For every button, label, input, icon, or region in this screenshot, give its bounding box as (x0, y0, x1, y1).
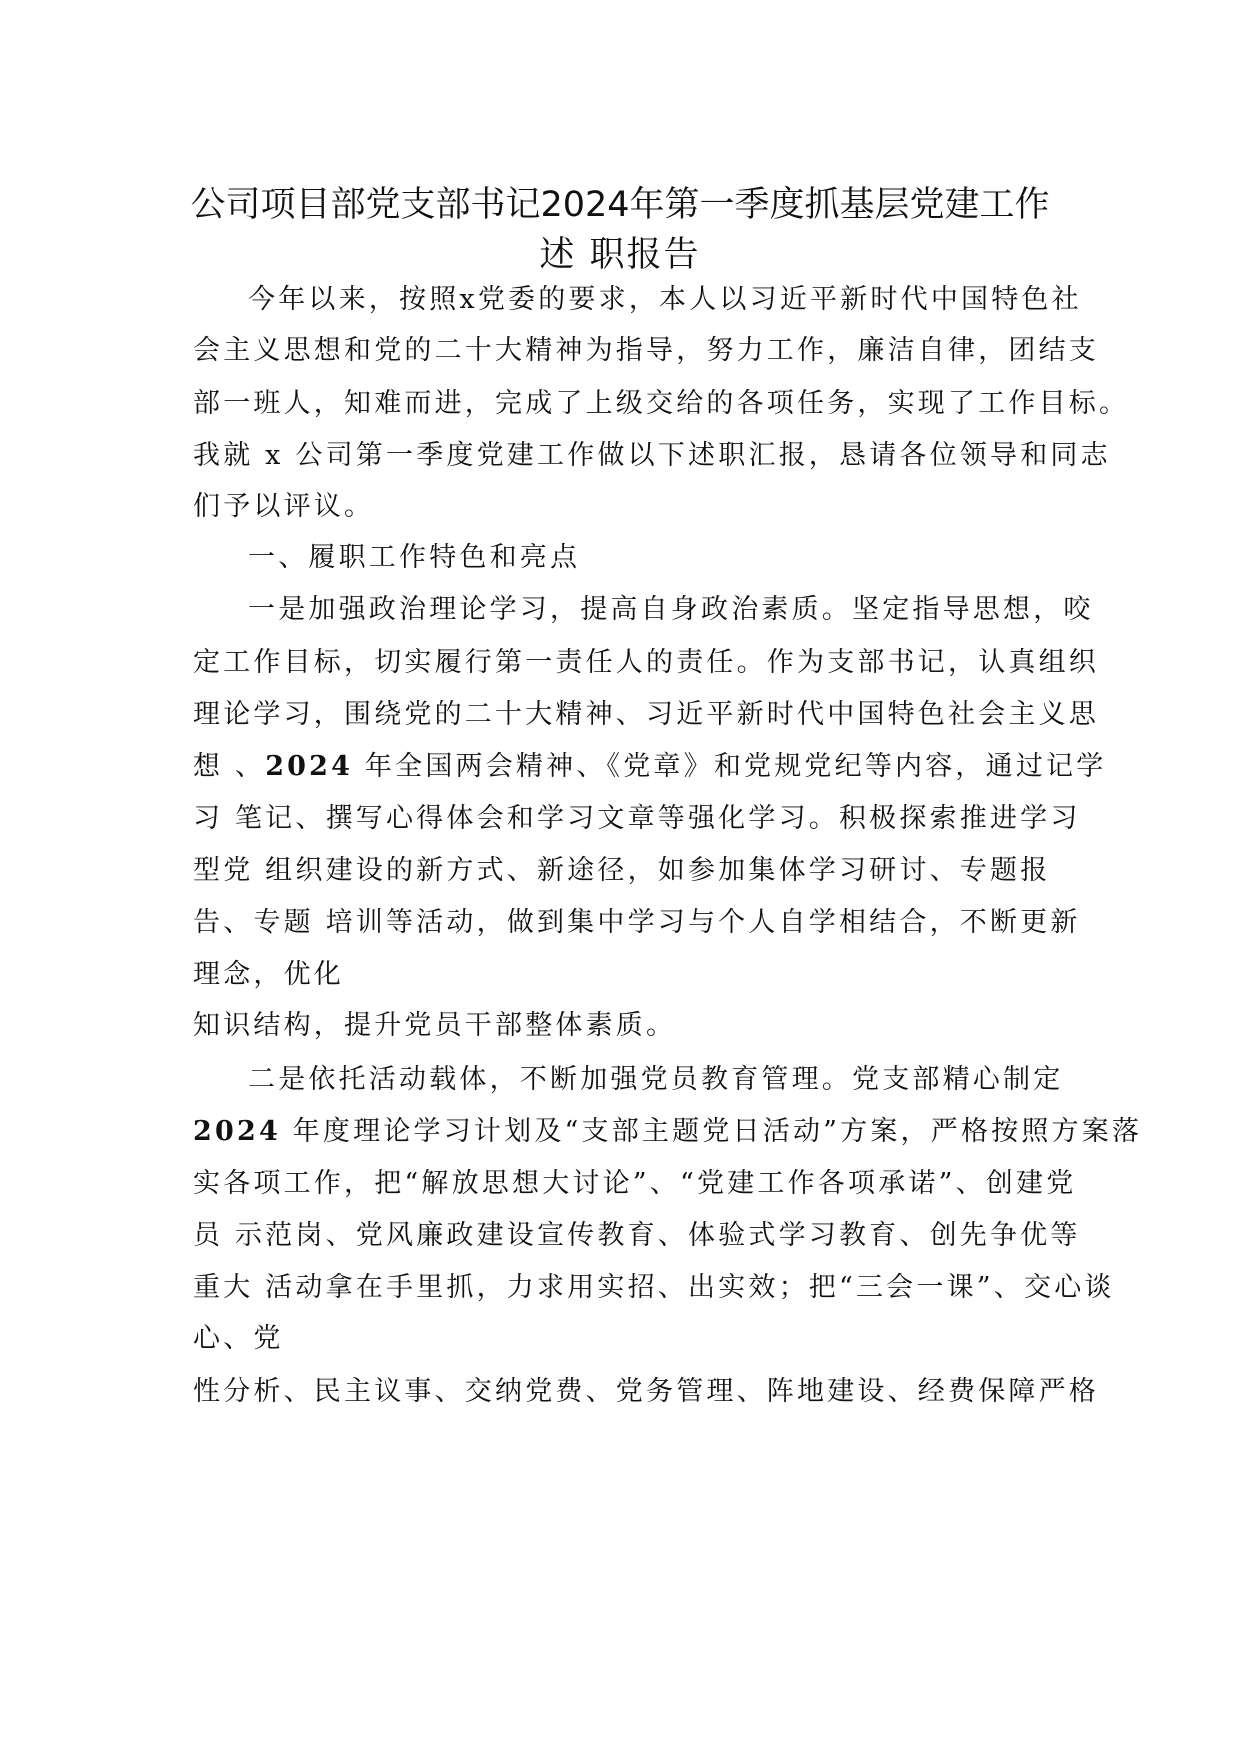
paragraph-line: 理论学习，围绕党的二十大精神、习近平新时代中国特色社会主义思 (193, 699, 1099, 730)
document-title-line-2: 述 职报告 (539, 235, 701, 275)
year-number: 2024 (265, 751, 354, 782)
paragraph-line: 今年以来，按照x党委的要求，本人以习近平新时代中国特色社 (248, 284, 1082, 315)
paragraph-line: 习 笔记、撰写心得体会和学习文章等强化学习。积极探索推进学习 (193, 803, 1081, 834)
paragraph-line: 会主义思想和党的二十大精神为指导，努力工作，廉洁自律，团结支 (193, 335, 1099, 366)
paragraph-line: 型党 组织建设的新方式、新途径，如参加集体学习研讨、专题报 (193, 855, 1051, 886)
paragraph-line: 部一班人，知难而进，完成了上级交给的各项任务，实现了工作目标。 (193, 388, 1130, 419)
section-heading: 一、履职工作特色和亮点 (248, 542, 581, 573)
paragraph-line: 我就 x 公司第一季度党建工作做以下述职汇报，恳请各位领导和同志 (193, 440, 1111, 471)
line-segment: 年全国两会精神、《党章》和党规党纪等内容，通过记学 (353, 751, 1107, 782)
line-segment: 年度理论学习计划及“支部主题党日活动”方案，严格按照方案落 (280, 1116, 1143, 1147)
paragraph-line: 二是依托活动载体，不断加强党员教育管理。党支部精心制定 (248, 1064, 1064, 1095)
paragraph-line: 定工作目标，切实履行第一责任人的责任。作为支部书记，认真组织 (193, 647, 1099, 678)
year-number: 2024 (193, 1116, 281, 1147)
paragraph-line: 实各项工作，把“解放思想大讨论”、“党建工作各项承诺”、创建党 (193, 1168, 1077, 1199)
paragraph-line: 告、专题 培训等活动，做到集中学习与个人自学相结合，不断更新 (193, 907, 1081, 938)
paragraph-line: 心、党 (193, 1323, 284, 1354)
paragraph-line: 理念，优化 (193, 959, 344, 990)
paragraph-line: 一是加强政治理论学习，提高自身政治素质。坚定指导思想，咬 (248, 594, 1094, 625)
paragraph-line: 员 示范岗、党风廉政建设宣传教育、体验式学习教育、创先争优等 (193, 1220, 1081, 1251)
paragraph-line: 知识结构，提升党员干部整体素质。 (193, 1010, 677, 1041)
paragraph-line (193, 1114, 1142, 1150)
paragraph-line (193, 749, 1106, 785)
line-segment: 想 、 (193, 751, 266, 782)
paragraph-line: 们予以评议。 (193, 491, 375, 522)
paragraph-line: 性分析、民主议事、交纳党费、党务管理、阵地建设、经费保障严格 (193, 1376, 1099, 1407)
paragraph-line: 重大 活动拿在手里抓，力求用实招、出实效；把“三会一课”、交心谈 (193, 1272, 1115, 1303)
document-title-line-1: 公司项目部党支部书记2024年第一季度抓基层党建工作 (190, 185, 1050, 225)
